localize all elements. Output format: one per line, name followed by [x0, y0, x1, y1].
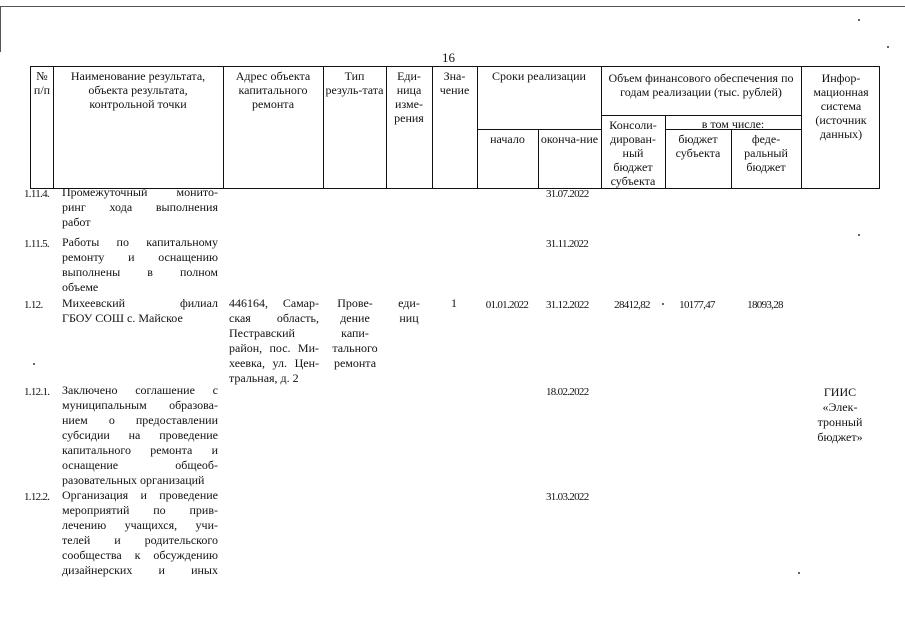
scan-speck: [798, 572, 800, 574]
row-number: 1.12.: [24, 299, 43, 311]
row-result-type: Прове- дение капи- тального ремонта: [332, 296, 378, 370]
row-number: 1.12.2.: [24, 491, 50, 503]
header-col-end: оконча-ние: [540, 132, 599, 146]
row-name: Промежуточный монито- ринг хода выполнения работ: [62, 185, 218, 229]
scan-speck: [662, 303, 664, 305]
row-end-date: 31.07.2022: [546, 188, 589, 200]
row-consolidated-budget: 28412,82: [614, 299, 650, 311]
header-col-info-system: Инфор-мационная система (источник данных): [813, 71, 869, 141]
row-value: 1: [451, 296, 457, 310]
header-col-finance: Объем финансового обеспечения по годам реализации (тыс. рублей): [608, 71, 794, 99]
row-end-date: 31.12.2022: [546, 299, 589, 311]
row-number: 1.12.1.: [24, 386, 50, 398]
row-subject-budget: 10177,47: [679, 299, 715, 311]
header-col-start: начало: [490, 132, 525, 146]
page-top-border: [0, 6, 905, 7]
row-address: 446164, Самар- ская область, Пестравский район, пос. Ми- хеевка, ул. Цен- тральная, д. 2: [229, 296, 319, 385]
scan-speck: [858, 19, 860, 21]
header-col-unit: Еди-ница изме-рения: [394, 69, 424, 125]
header-col-name: Наименование результата, объекта результата, контрольной точки: [70, 69, 206, 111]
header-col-address: Адрес объекта капитального ремонта: [235, 69, 311, 111]
row-name: Михеевский филиал ГБОУ СОШ с. Майское: [62, 296, 218, 325]
row-name: Работы по капитальному ремонту и оснащению выполнены в полном объеме: [62, 235, 218, 294]
row-federal-budget: 18093,28: [747, 299, 783, 311]
scan-speck: [858, 234, 860, 236]
header-col-value: Зна-чение: [439, 69, 470, 97]
row-end-date: 31.03.2022: [546, 491, 589, 503]
row-unit: еди- ниц: [398, 296, 420, 325]
row-name: Заключено соглашение с муниципальным образова- нием о предоставлении субсидии на проведение капитального ремонта и оснащение общеоб- разовательных организаций: [62, 383, 218, 487]
header-col-terms: Сроки реализации: [492, 69, 586, 83]
page-left-border: [0, 6, 1, 52]
row-end-date: 18.02.2022: [546, 386, 589, 398]
header-col-subject-budget: бюджет субъекта: [675, 132, 721, 160]
header-col-federal-budget: феде-ральный бюджет: [744, 132, 788, 174]
row-number: 1.11.5.: [24, 238, 49, 250]
page-number: 16: [442, 50, 455, 65]
header-col-including: в том числе:: [701, 117, 765, 131]
row-info-system: ГИИС «Элек- тронный бюджет»: [817, 385, 863, 444]
header-col-number: № п/п: [33, 69, 51, 97]
row-number: 1.11.4.: [24, 188, 49, 200]
row-name: Организация и проведение мероприятий по прив- лечению учащихся, учи- телей и родительского сообщества к обсуждению дизайнерских и иных: [62, 488, 218, 577]
scan-speck: [33, 363, 35, 365]
row-start-date: 01.01.2022: [485, 299, 529, 311]
header-col-result-type: Тип резуль-тата: [325, 69, 384, 97]
row-end-date: 31.11.2022: [546, 238, 589, 250]
header-col-consolidated: Консоли-дирован-ный бюджет субъекта: [609, 118, 657, 188]
scan-speck: [887, 46, 889, 48]
table-header: [30, 66, 880, 189]
